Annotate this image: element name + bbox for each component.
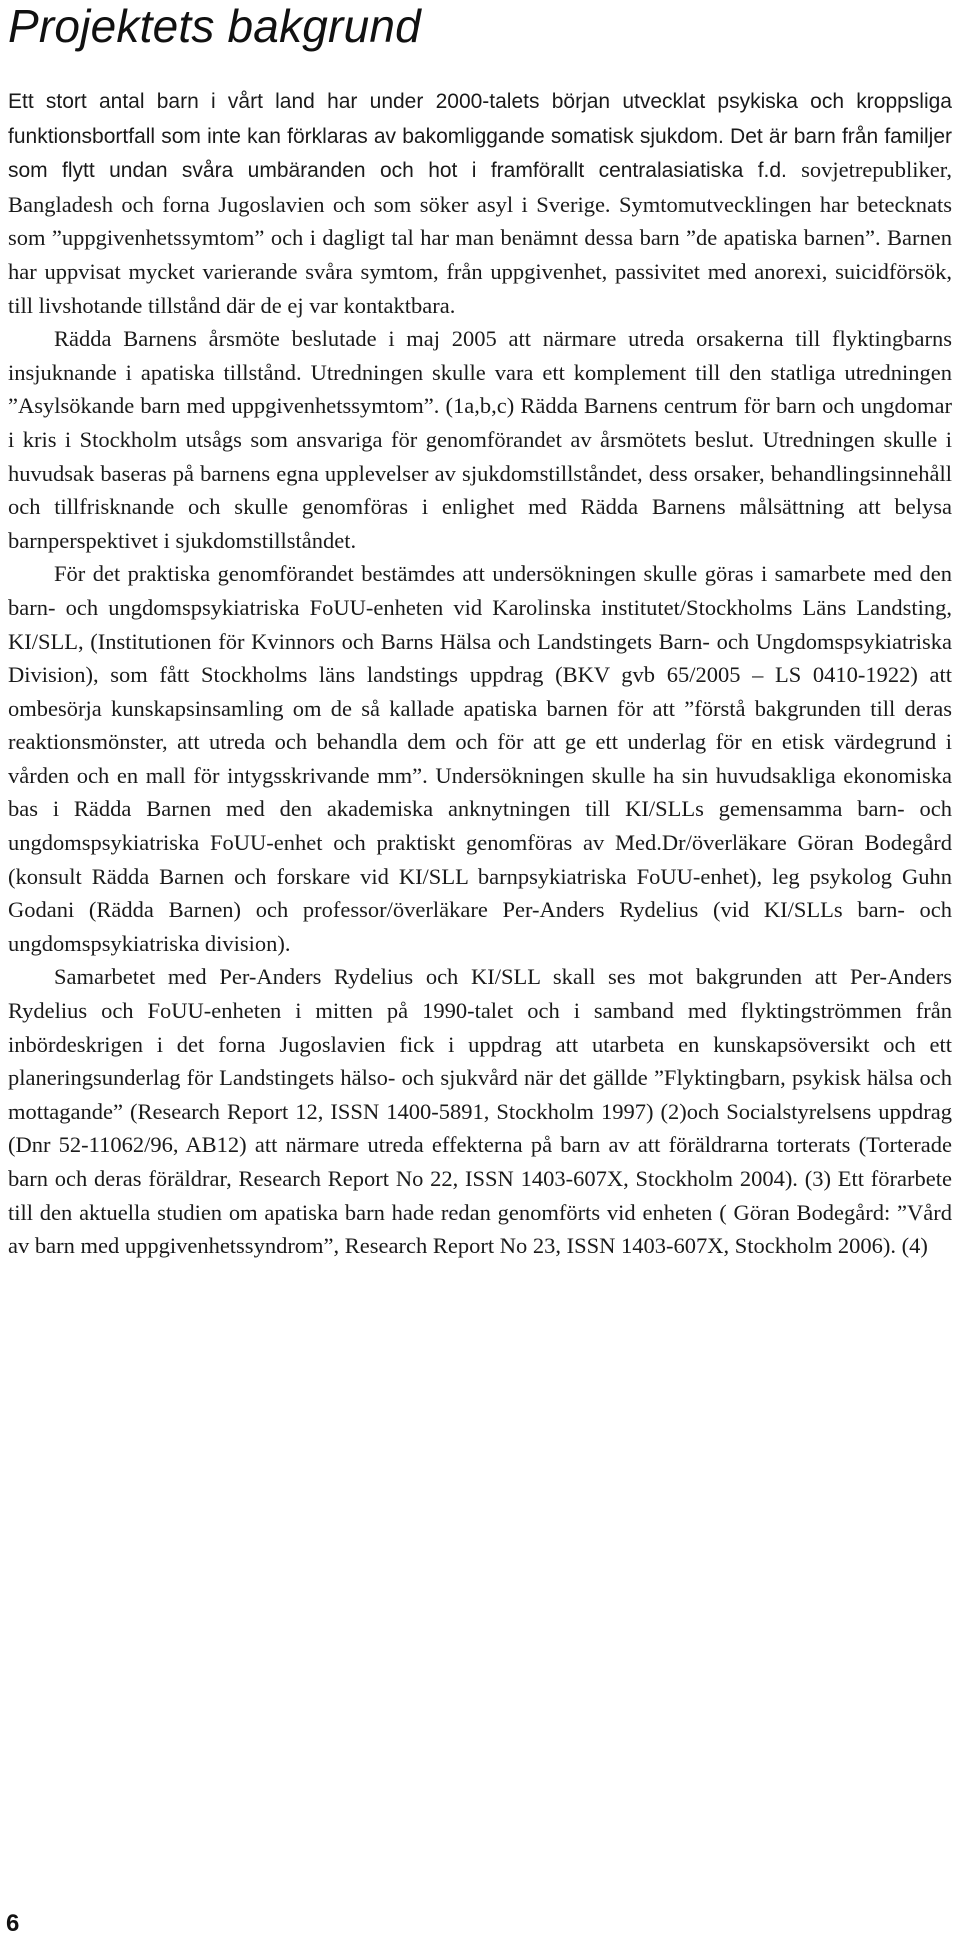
page-title: Projektets bakgrund: [8, 0, 421, 52]
paragraph-implementation: För det praktiska genomförandet bestämdes att undersökningen skulle göras i samarbete med den barn- och ungdomspsykiatriska FoUU-enheten vid Karolinska institutet/Stockholms Läns Landsting, KI/SLL, (Institutionen för Kvinnors och Barns Hälsa och Landstingets Barn- och Ungdomspsykiatriska Division), som fått Stockholms läns landstings uppdrag (BKV gvb 65/2005 – LS 0410-1922) att ombesörja kunskapsinsamling om de så kallade apatiska barnen för att ”förstå bakgrunden till deras reaktionsmönster, att utreda och behandla dem och för att ge ett underlag för en etisk värdegrund i vården och en mall för intygsskrivande mm”. Undersökningen skulle ha sin huvudsakliga ekonomiska bas i Rädda Barnen med den akademiska anknytningen till KI/SLLs gemensamma barn- och ungdomspsykiatriska FoUU-enhet och praktiskt genomföras av Med.Dr/överläkare Göran Bodegård (konsult Rädda Barnen och forskare vid KI/SLL barnpsykiatriska FoUU-enhet), leg psykolog Guhn Godani (Rädda Barnen) och professor/överläkare Per-Anders Rydelius (vid KI/SLLs barn- och ungdomspsykiatriska division).: [8, 561, 952, 956]
paragraph-collaboration: Samarbetet med Per-Anders Rydelius och KI/SLL skall ses mot bakgrunden att Per-Anders Rydelius och FoUU-enheten i mitten på 1990-talet och i samband med flyktingströmmen från inbördeskrigen i det forna Jugoslavien fick i uppdrag att utarbeta en kunskapsöversikt och ett planeringsunderlag för Landstingets hälso- och sjukvård när det gällde ”Flyktingbarn, psykisk hälsa och mottagande” (Research Report 12, ISSN 1400-5891, Stockholm 1997) (2)och Socialstyrelsens uppdrag (Dnr 52-11062/96, AB12) att närmare utreda effekterna på barn av att föräldrarna torterats (Torterade barn och deras föräldrar, Research Report No 22, ISSN 1403-607X, Stockholm 2004). (3) Ett förarbete till den aktuella studien om apatiska barn hade redan genomförts vid enheten ( Göran Bodegård: ”Vård av barn med uppgivenhetssyndrom”, Research Report No 23, ISSN 1403-607X, Stockholm 2006). (4): [8, 964, 952, 1259]
paragraph-intro-text: sovjetrepubliker, Bangladesh och forna Jugoslavien och som söker asyl i Sverige. Symtomutvecklingen har betecknats som ”uppgivenhetssymtom” och i dagligt tal har man benämnt dessa barn ”de apatiska barnen”. Barnen har uppvisat mycket varierande svåra symtom, från uppgivenhet, passivitet med anorexi, suicidförsök, till livshotande tillstånd där de ej var kontaktbara.: [8, 157, 952, 318]
paragraph-intro: [8, 84, 952, 322]
paragraph-intro-lead: Ett stort antal barn i vårt land har under 2000-talets början utvecklat psykiska och kroppsliga funktionsbortfall som inte kan förklaras av bakomliggande somatisk sjukdom. Det är barn från familjer som flytt undan svåra umbäranden och hot i framförallt centralasiatiska f.d.: [8, 90, 952, 183]
page-number: 6: [6, 1910, 20, 1937]
body-text: [8, 84, 952, 1263]
paragraph-annual-meeting: Rädda Barnens årsmöte beslutade i maj 2005 att närmare utreda orsakerna till flyktingbarns insjuknande i apatiska tillstånd. Utredningen skulle vara ett komplement till den statliga utredningen ”Asylsökande barn med uppgivenhetssymtom”. (1a,b,c) Rädda Barnens centrum för barn och ungdomar i kris i Stockholm utsågs som ansvariga för genomförandet av årsmötets beslut. Utredningen skulle i huvudsak baseras på barnens egna upplevelser av sjukdomstillståndet, dess orsaker, behandlingsinnehåll och tillfrisknande och skulle genomföras i enlighet med Rädda Barnens målsättning att belysa barnperspektivet i sjukdomstillståndet.: [8, 326, 952, 553]
